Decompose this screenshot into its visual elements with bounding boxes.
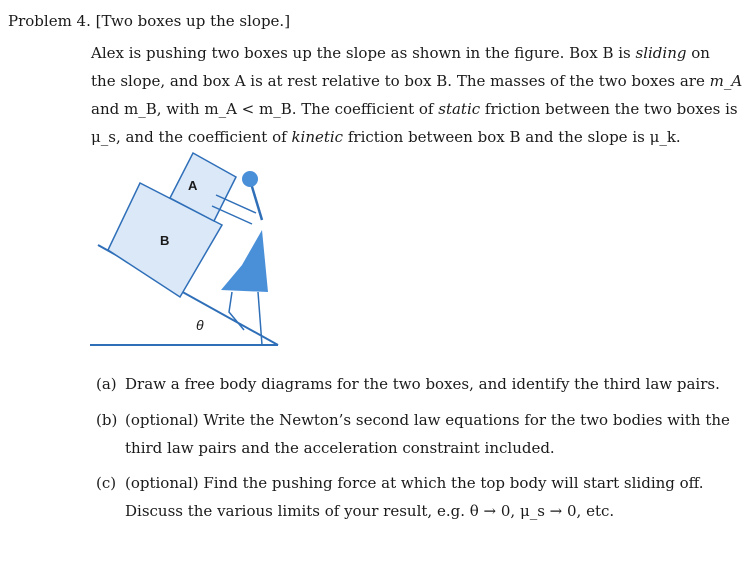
problem-label: Problem 4. bbox=[8, 12, 91, 30]
label-box-a: A bbox=[188, 178, 198, 193]
emphasis-static: static bbox=[438, 100, 481, 118]
person-head bbox=[242, 171, 258, 187]
emphasis-kinetic: kinetic bbox=[291, 128, 344, 146]
emphasis-sliding: sliding bbox=[635, 44, 687, 62]
part-b-text-1: (optional) Write the Newton’s second law equations for the two bodies with the bbox=[125, 411, 730, 429]
intro-line-3: and m_B, with m_A < m_B. The coefficient of static friction between the two boxes is bbox=[91, 100, 738, 118]
problem-title: [Two boxes up the slope.] bbox=[95, 12, 291, 30]
part-c-text-2: Discuss the various limits of your result, e.g. θ → 0, μ_s → 0, etc. bbox=[125, 502, 615, 520]
part-a-label: (a) bbox=[96, 375, 117, 393]
intro-line-4: μ_s, and the coefficient of kinetic friction between box B and the slope is μ_k. bbox=[91, 128, 681, 146]
intro-line-2: the slope, and box A is at rest relative to box B. The masses of the two boxes are m_A bbox=[91, 72, 742, 90]
part-a-text: Draw a free body diagrams for the two boxes, and identify the third law pairs. bbox=[125, 375, 720, 393]
part-b-label: (b) bbox=[96, 411, 118, 429]
label-theta: θ bbox=[196, 317, 204, 333]
person-leg-front bbox=[258, 292, 262, 345]
part-c-label: (c) bbox=[96, 474, 117, 492]
label-box-b: B bbox=[160, 233, 170, 248]
part-b-text-2: third law pairs and the acceleration constraint included. bbox=[125, 439, 555, 457]
person-body bbox=[221, 230, 268, 292]
intro-line-1: Alex is pushing two boxes up the slope as shown in the figure. Box B is sliding on bbox=[91, 44, 710, 62]
part-c-text-1: (optional) Find the pushing force at which the top body will start sliding off. bbox=[125, 474, 704, 492]
